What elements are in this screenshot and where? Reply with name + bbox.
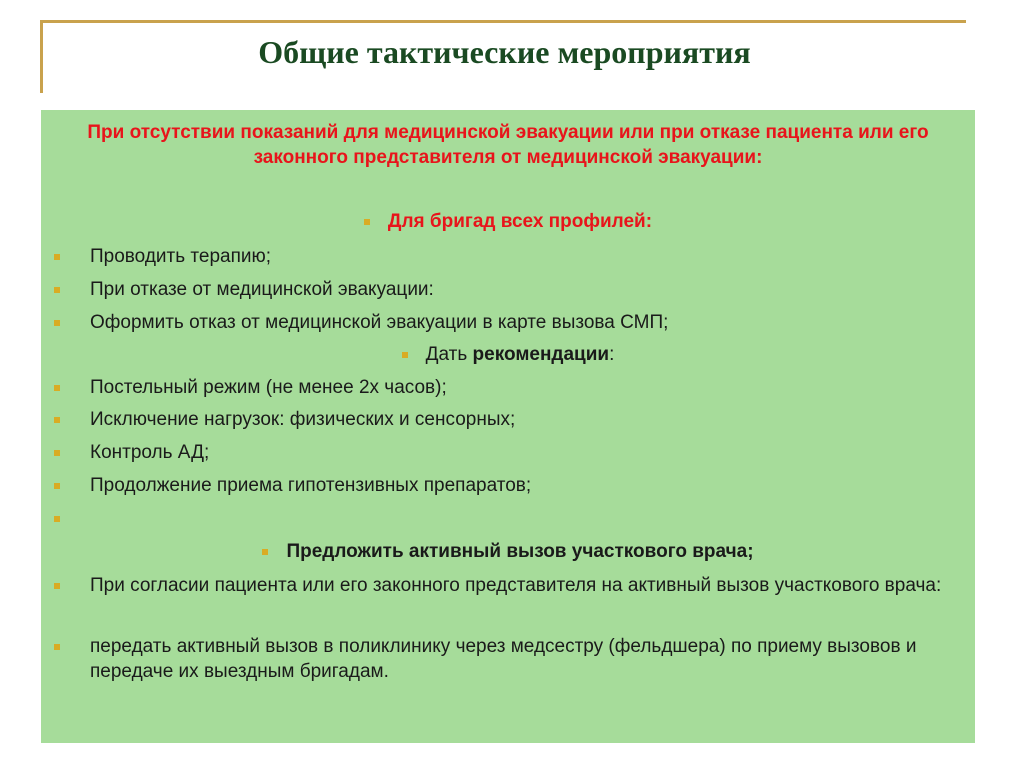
recommendations-suffix: :: [609, 344, 615, 365]
square-bullet-icon: [54, 450, 60, 456]
square-bullet-icon: [54, 516, 60, 522]
frame-top-line: [40, 20, 966, 23]
square-bullet-icon: [54, 254, 60, 260]
heading-active-call: Предложить активный вызов участкового врача;: [286, 541, 754, 562]
recommendations-bold: рекомендации: [472, 344, 610, 365]
square-bullet-icon: [54, 583, 60, 589]
recommendations-row: [41, 342, 975, 367]
page-title: Общие тактические мероприятия: [258, 34, 751, 70]
square-bullet-icon: [262, 549, 268, 555]
square-bullet-icon: [54, 287, 60, 293]
content-panel: При отсутствии показаний для медицинской эвакуации или при отказе пациента или его законного представителя от медицинской эвакуации: Для бригад всех профилей: Проводить терапию; При отказе от медицинской эвакуации: Оформить отказ от медицинской эвакуации в карте вызова СМП; Дать рекомендации: Постельный режим (не менее 2х часов); Исключение нагрузок: физических и сенсорных; Контроль АД; Продолжение приема гипотензивных препаратов; Предложить активный вызов участкового врача; При согласии пациента или его законного представителя на активный вызов участкового врача: передать активный вызов в поликлинику через медсестру (фельдшера) по приему вызовов и передаче их выездным бригадам.: [41, 110, 975, 743]
recommendations-prefix: Дать: [425, 344, 473, 365]
square-bullet-icon: [54, 385, 60, 391]
heading-active-call-row: [41, 539, 975, 564]
intro-text: При отсутствии показаний для медицинской эвакуации или при отказе пациента или его законного представителя от медицинской эвакуации:: [87, 122, 929, 168]
square-bullet-icon: [364, 219, 370, 225]
square-bullet-icon: [54, 417, 60, 423]
square-bullet-icon: [54, 320, 60, 326]
square-bullet-icon: [54, 483, 60, 489]
heading-all-brigades-row: [41, 209, 975, 234]
heading-all-brigades: Для бригад всех профилей:: [387, 211, 653, 232]
square-bullet-icon: [54, 644, 60, 650]
square-bullet-icon: [402, 352, 408, 358]
